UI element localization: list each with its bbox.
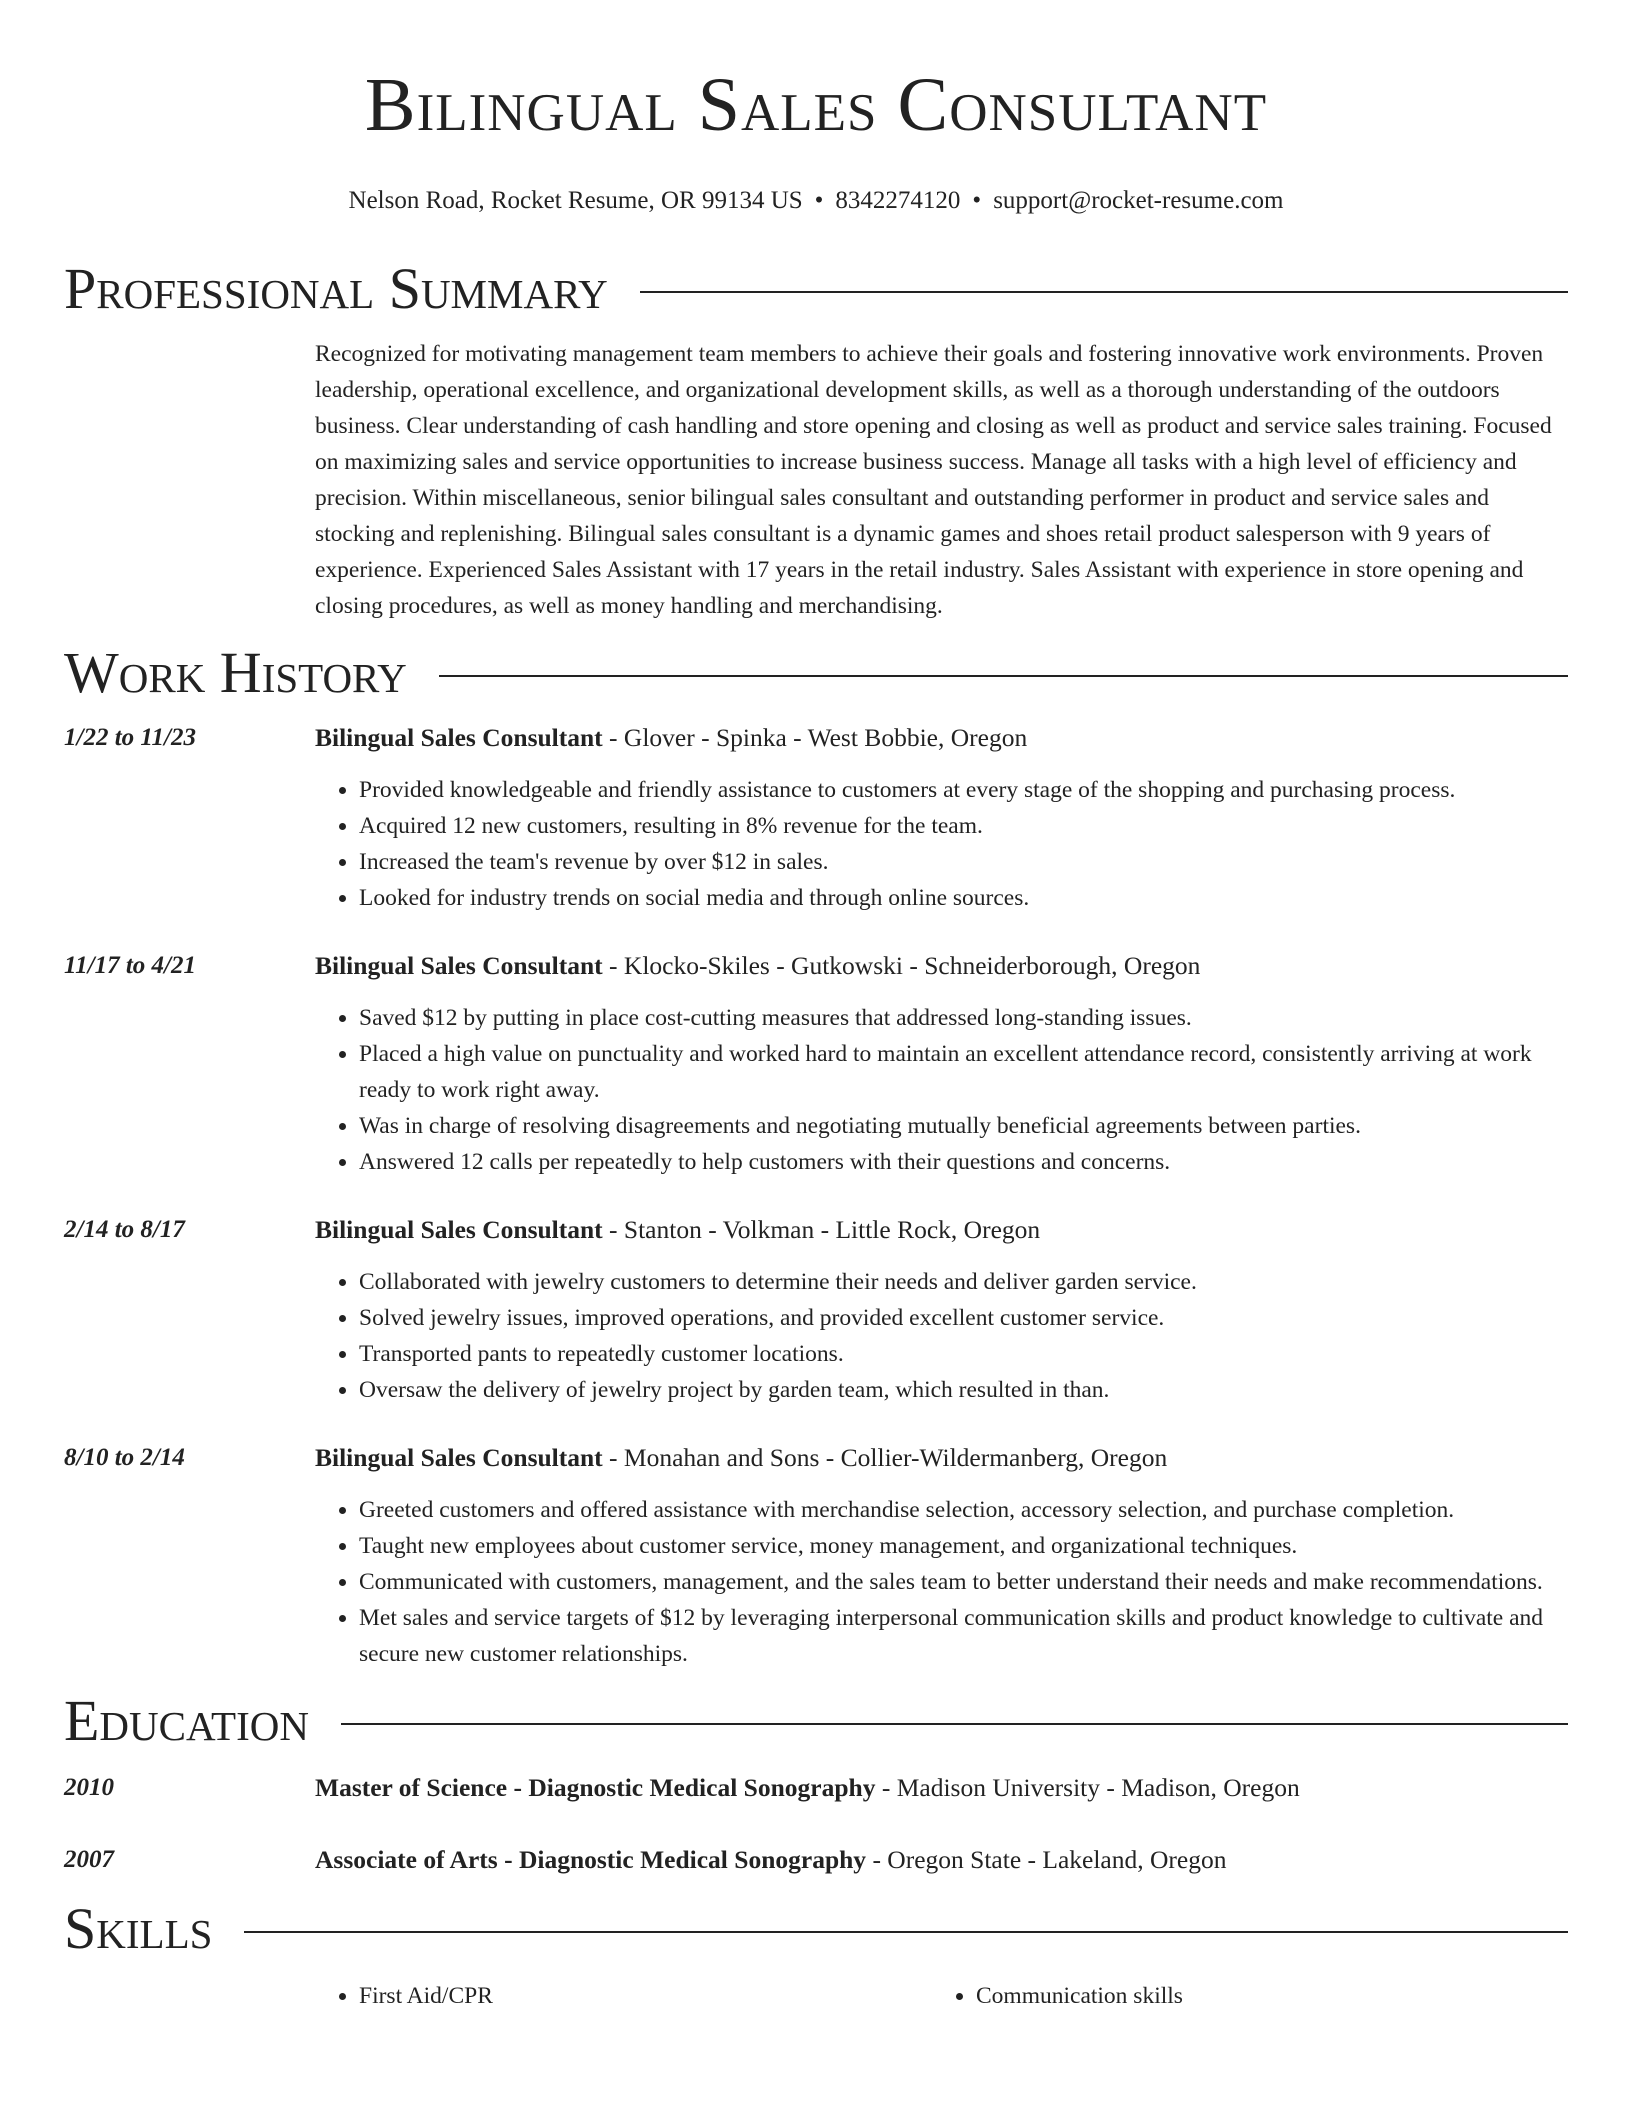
job-entry xyxy=(64,720,1568,916)
education-heading: Education xyxy=(64,1688,309,1753)
list-item: • Saved $12 by putting in place cost-cutting measures that addressed long-standing issues. xyxy=(359,1000,1568,1036)
summary-text: Recognized for motivating management team members to achieve their goals and fostering innovative work environments. Proven leadership, operational excellence, and organizational development skills, as well as a thorough understanding of the outdoors business. Clear understanding of cash handling and store opening and closing as well as product and service sales training. Focused on maximizing sales and service opportunities to increase business success. Manage all tasks with a high level of efficiency and precision. Within miscellaneous, senior bilingual sales consultant and outstanding performer in product and service sales and stocking and replenishing. Bilingual sales consultant is a dynamic games and shoes retail product salesperson with 9 years of experience. Experienced Sales Assistant with 17 years in the retail industry. Sales Assistant with experience in store opening and closing procedures, as well as money handling and merchandising. xyxy=(315,341,1552,619)
job-entry xyxy=(64,948,1568,1180)
job-header xyxy=(315,1440,1568,1476)
job-title: Bilingual Sales Consultant xyxy=(315,1215,603,1244)
job-header xyxy=(315,1212,1568,1248)
job-title: Bilingual Sales Consultant xyxy=(315,1443,603,1472)
work-section-heading xyxy=(64,638,1568,708)
job-dates: 2/14 to 8/17 xyxy=(64,1216,185,1243)
summary-section-heading xyxy=(64,254,1568,324)
education-entry xyxy=(64,1770,1568,1806)
list-item: • Oversaw the delivery of jewelry project by garden team, which resulted in than. xyxy=(359,1372,1568,1408)
job-dates: 11/17 to 4/21 xyxy=(64,952,196,979)
job-details: - Stanton - Volkman - Little Rock, Oregon xyxy=(602,1215,1041,1244)
list-item: • Met sales and service targets of $12 by leveraging interpersonal communication skills and product knowledge to cultivate and secure new customer relationships. xyxy=(359,1600,1568,1672)
education-entry xyxy=(64,1842,1568,1878)
job-details: - Monahan and Sons - Collier-Wildermanberg, Oregon xyxy=(602,1443,1168,1472)
list-item: • Greeted customers and offered assistance with merchandise selection, accessory selection, and purchase completion. xyxy=(359,1492,1568,1528)
skills-list xyxy=(315,1978,1568,2014)
list-item: • Solved jewelry issues, improved operations, and provided excellent customer service. xyxy=(359,1300,1568,1336)
section-divider xyxy=(640,291,1568,293)
list-item: • Taught new employees about customer service, money management, and organizational techniques. xyxy=(359,1528,1568,1564)
list-item: • Collaborated with jewelry customers to determine their needs and deliver garden service. xyxy=(359,1264,1568,1300)
skill-item: • First Aid/CPR xyxy=(359,1978,932,2014)
job-title: Bilingual Sales Consultant xyxy=(315,951,603,980)
list-item: • Answered 12 calls per repeatedly to help customers with their questions and concerns. xyxy=(359,1144,1568,1180)
job-title: Bilingual Sales Consultant xyxy=(315,723,603,752)
job-bullets xyxy=(315,1492,1568,1672)
job-details: - Glover - Spinka - West Bobbie, Oregon xyxy=(602,723,1028,752)
contact-address: Nelson Road, Rocket Resume, OR 99134 US xyxy=(348,187,803,214)
summary-row xyxy=(64,336,1568,624)
education-degree: Associate of Arts - Diagnostic Medical Sonography xyxy=(315,1845,867,1874)
list-item: • Provided knowledgeable and friendly assistance to customers at every stage of the shopping and purchasing process. xyxy=(359,772,1568,808)
summary-heading: Professional Summary xyxy=(64,256,608,321)
skills-row xyxy=(64,1978,1568,2014)
job-bullets xyxy=(315,1264,1568,1408)
skills-heading: Skills xyxy=(64,1896,213,1961)
job-dates: 8/10 to 2/14 xyxy=(64,1444,185,1471)
job-entry xyxy=(64,1212,1568,1408)
work-heading: Work History xyxy=(64,640,407,705)
skills-section-heading xyxy=(64,1894,1568,1964)
job-header xyxy=(315,720,1568,756)
list-item: • Communicated with customers, management, and the sales team to better understand their needs and make recommendations. xyxy=(359,1564,1568,1600)
section-divider xyxy=(341,1723,1568,1725)
contact-email: support@rocket-resume.com xyxy=(993,187,1284,214)
education-year: 2010 xyxy=(64,1774,114,1801)
list-item: • Looked for industry trends on social media and through online sources. xyxy=(359,880,1568,916)
list-item: • Transported pants to repeatedly customer locations. xyxy=(359,1336,1568,1372)
education-section-heading xyxy=(64,1686,1568,1756)
education-degree: Master of Science - Diagnostic Medical Sonography xyxy=(315,1773,876,1802)
section-divider xyxy=(244,1931,1568,1933)
job-details: - Klocko-Skiles - Gutkowski - Schneiderborough, Oregon xyxy=(602,951,1201,980)
job-bullets xyxy=(315,772,1568,916)
contact-phone: 8342274120 xyxy=(835,187,961,214)
resume-title: Bilingual Sales Consultant xyxy=(364,63,1268,147)
section-divider xyxy=(439,675,1568,677)
skill-item: • Communication skills xyxy=(976,1978,1568,2014)
job-dates: 1/22 to 11/23 xyxy=(64,724,196,751)
contact-separator: • xyxy=(972,187,982,214)
contact-line xyxy=(64,186,1568,216)
contact-separator: • xyxy=(814,187,824,214)
list-item: • Increased the team's revenue by over $12 in sales. xyxy=(359,844,1568,880)
list-item: • Acquired 12 new customers, resulting in 8% revenue for the team. xyxy=(359,808,1568,844)
job-bullets xyxy=(315,1000,1568,1180)
education-details: - Madison University - Madison, Oregon xyxy=(875,1773,1300,1802)
education-year: 2007 xyxy=(64,1846,114,1873)
education-details: - Oregon State - Lakeland, Oregon xyxy=(866,1845,1227,1874)
job-header xyxy=(315,948,1568,984)
list-item: • Was in charge of resolving disagreements and negotiating mutually beneficial agreements between parties. xyxy=(359,1108,1568,1144)
job-entry xyxy=(64,1440,1568,1672)
list-item: • Placed a high value on punctuality and worked hard to maintain an excellent attendance record, consistently arriving at work ready to work right away. xyxy=(359,1036,1568,1108)
